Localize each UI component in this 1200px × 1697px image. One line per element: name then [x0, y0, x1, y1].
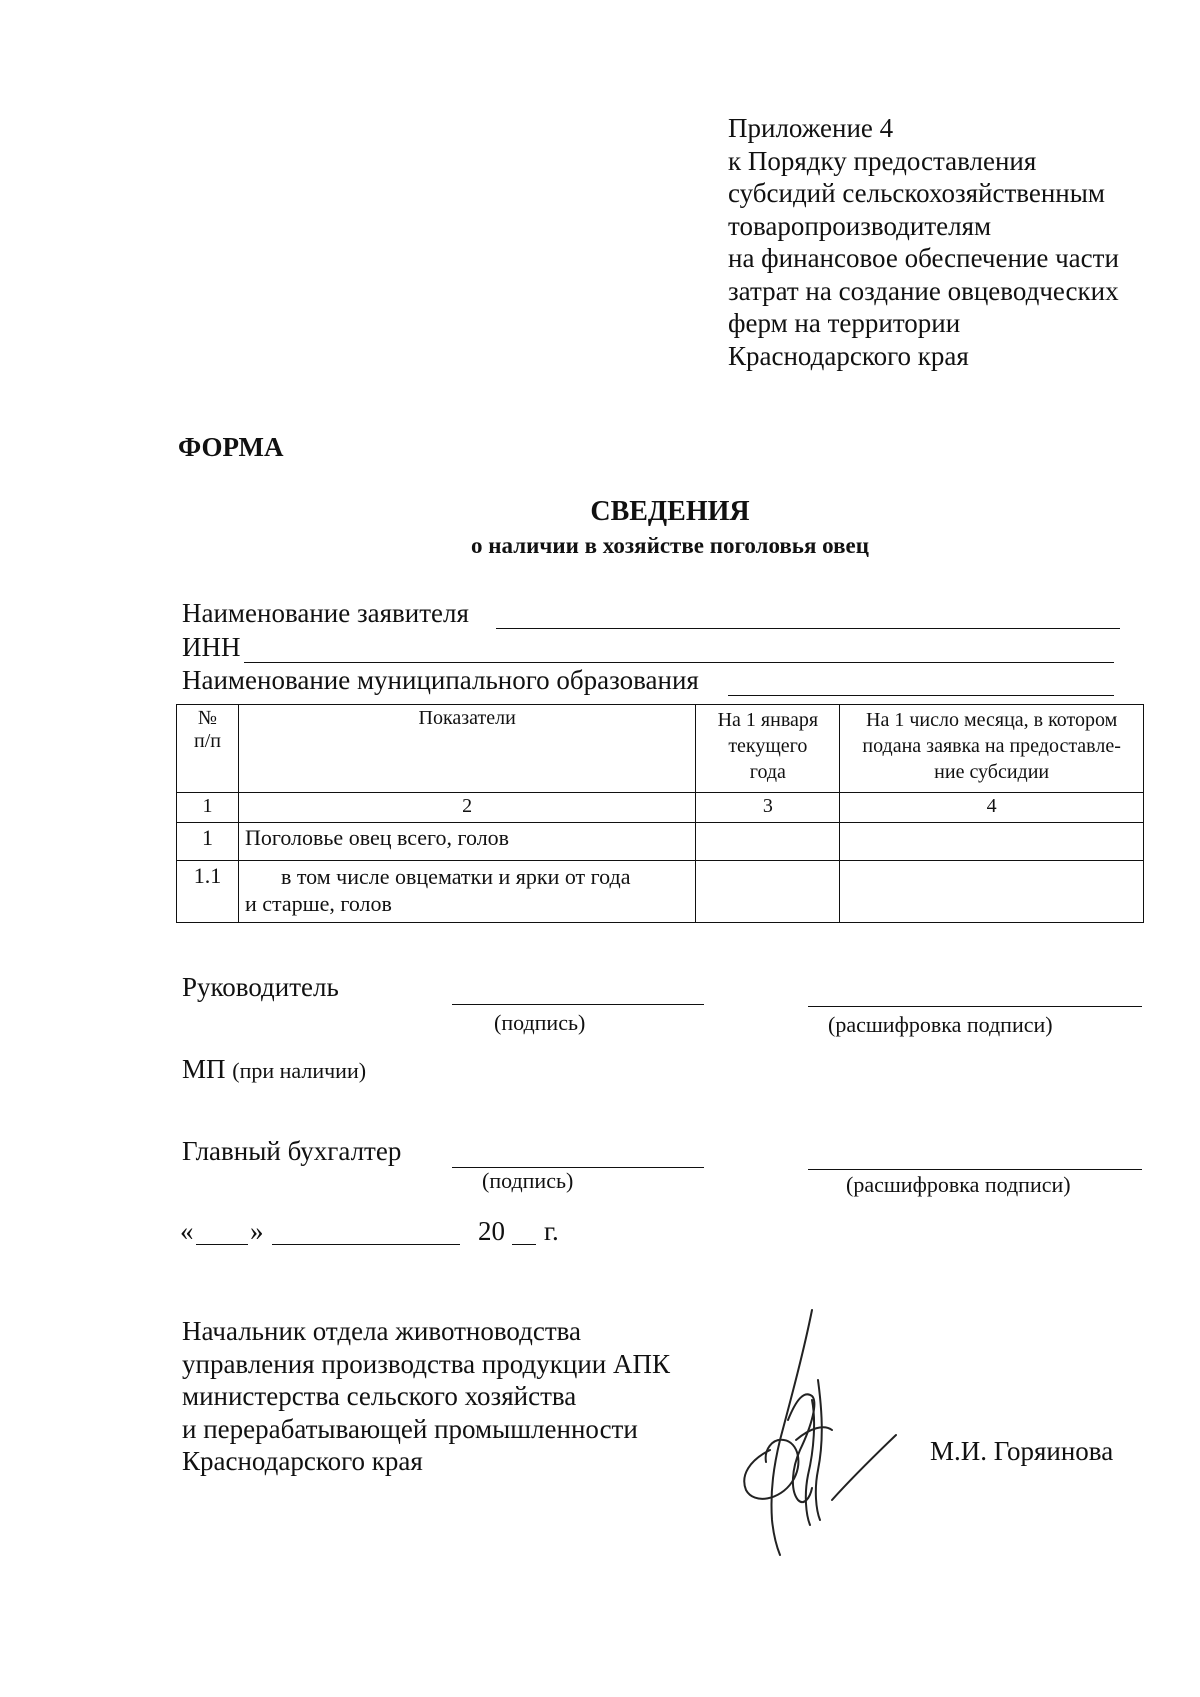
livestock-table	[176, 704, 1144, 923]
row-value-month1[interactable]	[840, 861, 1144, 923]
column-number: 3	[696, 793, 840, 823]
date-year-suffix: г.	[544, 1216, 559, 1246]
appendix-line: ферм на территории	[728, 308, 961, 338]
column-number: 4	[840, 793, 1144, 823]
table-header-row	[177, 705, 1144, 793]
row-value-jan1[interactable]	[696, 823, 840, 861]
row-label: Поголовье овец всего, голов	[238, 823, 695, 861]
column-number: 2	[238, 793, 695, 823]
handwritten-signature	[700, 1300, 940, 1560]
date-year-field[interactable]	[512, 1244, 536, 1245]
row-number: 1	[177, 823, 239, 861]
row-value-jan1[interactable]	[696, 861, 840, 923]
chief-position-line: Краснодарского края	[182, 1446, 423, 1476]
row-label: в том числе овцематки и ярки от года и старше, голов	[238, 861, 695, 923]
date-year-prefix: 20	[478, 1216, 505, 1246]
inn-field[interactable]	[244, 662, 1114, 663]
document-title: СВЕДЕНИЯ	[590, 496, 750, 527]
applicant-name-label: Наименование заявителя	[182, 598, 469, 628]
appendix-line: к Порядку предоставления	[728, 145, 1037, 176]
head-signature-caption: (подпись)	[494, 1010, 586, 1035]
accountant-label: Главный бухгалтер	[182, 1136, 402, 1166]
head-signature-line[interactable]	[452, 1004, 704, 1005]
table-row	[177, 823, 1144, 861]
chief-position-line: министерства сельского хозяйства	[182, 1381, 577, 1411]
chief-position-line: и перерабатывающей промышленности	[182, 1413, 638, 1444]
head-label: Руководитель	[182, 972, 339, 1002]
appendix-line: субсидий сельскохозяйственным	[728, 178, 1105, 208]
stamp-place	[182, 1054, 366, 1085]
appendix-line: Приложение 4	[728, 113, 894, 143]
stamp-note: (при наличии)	[232, 1058, 367, 1083]
column-number: 1	[177, 793, 239, 823]
inn-label: ИНН	[182, 632, 241, 662]
row-value-month1[interactable]	[840, 823, 1144, 861]
chief-position-line: управления производства продукции АПК	[182, 1348, 670, 1379]
accountant-signature-caption: (подпись)	[482, 1168, 574, 1193]
table-row	[177, 861, 1144, 923]
date-close-quote: »	[250, 1216, 264, 1246]
accountant-decode-line[interactable]	[808, 1169, 1142, 1170]
accountant-decode-caption: (расшифровка подписи)	[846, 1172, 1071, 1197]
chief-position-line: Начальник отдела животноводства	[182, 1316, 582, 1346]
header-number: № п/п	[177, 705, 239, 793]
appendix-line: затрат на создание овцеводческих	[728, 275, 1119, 306]
appendix-line: товаропроизводителям	[728, 210, 992, 241]
appendix-header	[728, 112, 1119, 372]
applicant-name-field[interactable]	[496, 628, 1120, 629]
date-open-quote: «	[180, 1216, 194, 1246]
head-decode-caption: (расшифровка подписи)	[828, 1012, 1053, 1037]
document-subtitle: о наличии в хозяйстве поголовья овец	[471, 533, 869, 558]
municipality-field[interactable]	[728, 695, 1114, 696]
municipality-label: Наименование муниципального образования	[182, 665, 699, 695]
date-day-field[interactable]	[196, 1244, 248, 1245]
head-decode-line[interactable]	[808, 1006, 1142, 1007]
chief-position	[182, 1315, 670, 1478]
stamp-label: МП	[182, 1054, 226, 1084]
date-month-field[interactable]	[272, 1244, 460, 1245]
appendix-line: Краснодарского края	[728, 340, 969, 371]
header-month1: На 1 число месяца, в котором подана заявка на предоставле- ние субсидии	[840, 705, 1144, 793]
column-number-row	[177, 793, 1144, 823]
header-jan1: На 1 января текущего года	[696, 705, 840, 793]
form-label: ФОРМА	[178, 432, 284, 462]
appendix-line: на финансовое обеспечение части	[728, 243, 1119, 273]
chief-name: М.И. Горяинова	[930, 1436, 1114, 1466]
header-indicators: Показатели	[238, 705, 695, 793]
row-number: 1.1	[177, 861, 239, 923]
